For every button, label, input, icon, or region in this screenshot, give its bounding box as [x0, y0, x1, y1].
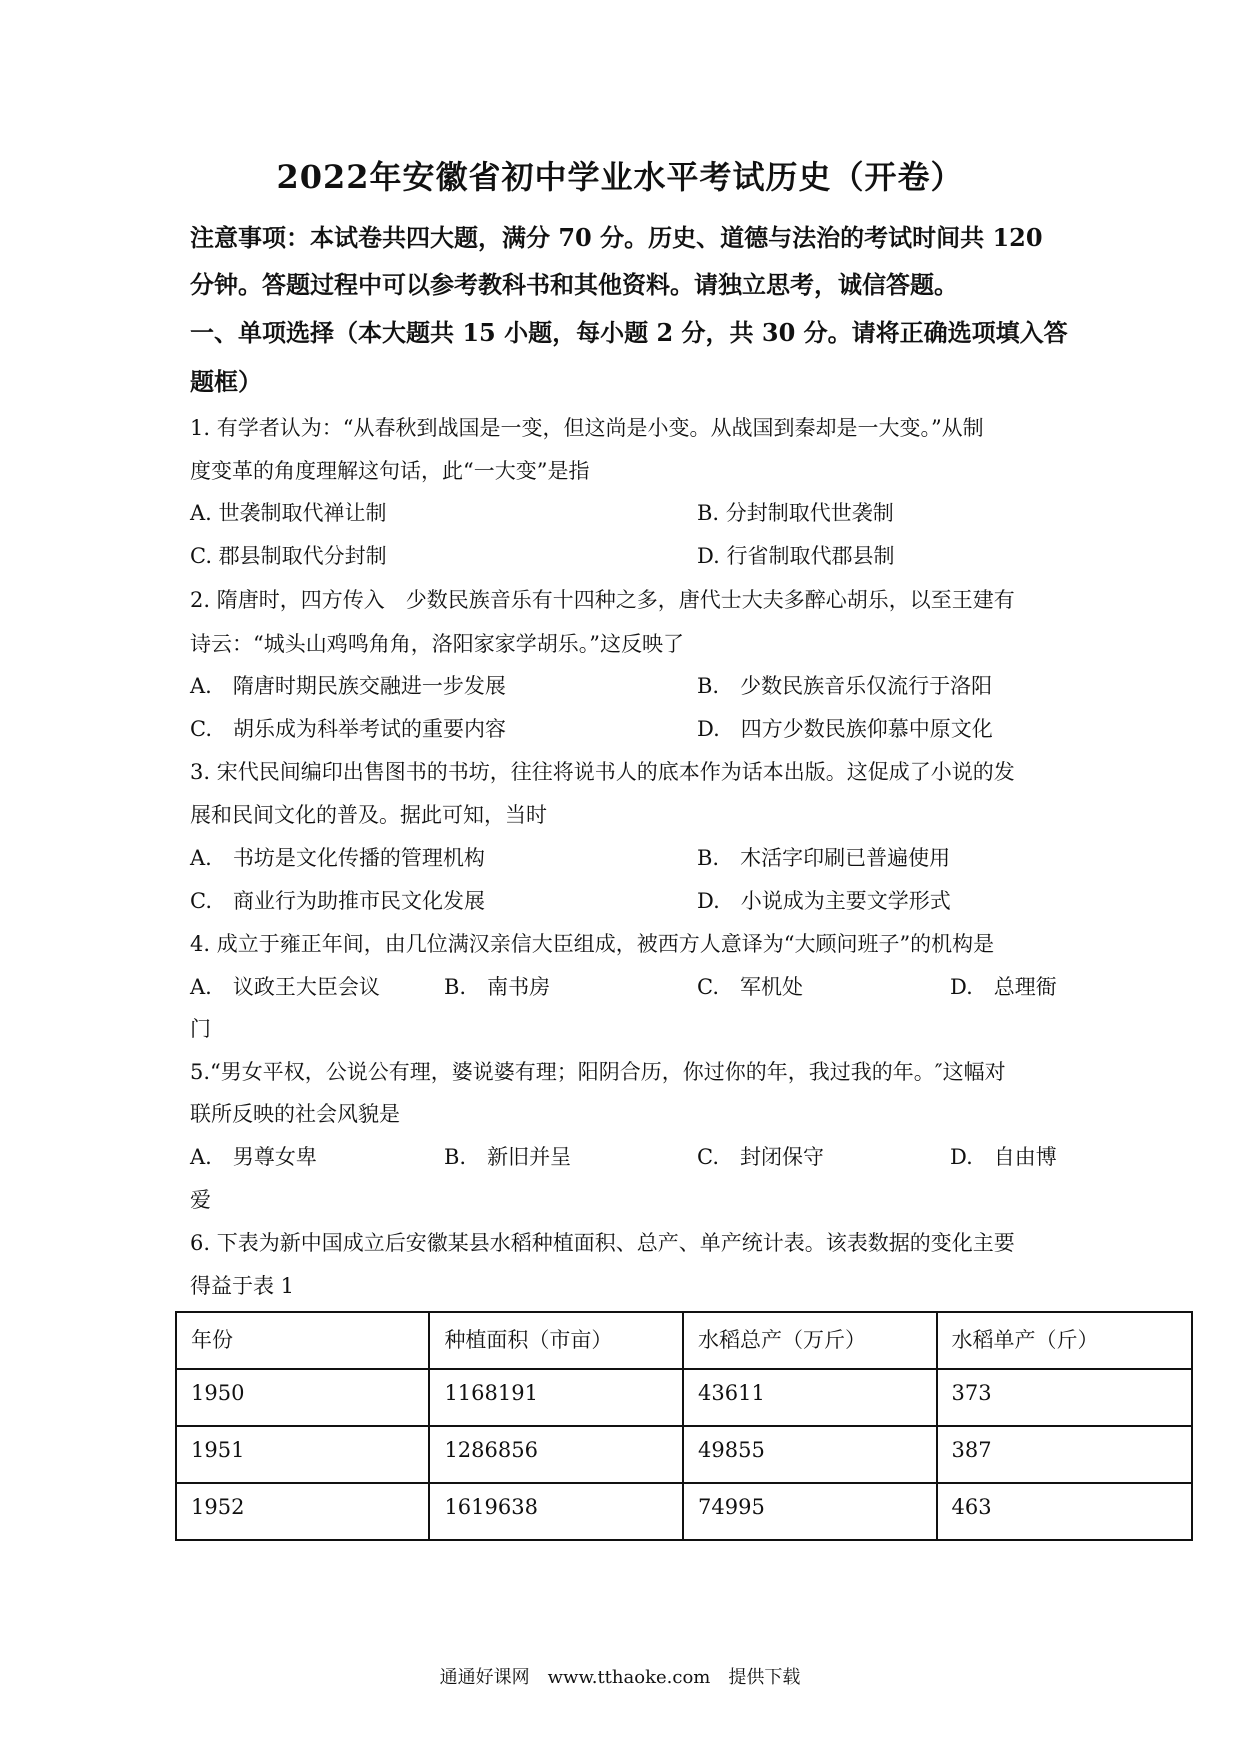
q5-option-d-wrap: 爱	[190, 1188, 211, 1212]
q3-stem-line-1: 3. 宋代民间编印出售图书的书坊，往往将说书人的底本作为话本出版。这促成了小说的发	[190, 760, 1015, 784]
q5-option-b: B. 新旧并呈	[444, 1145, 572, 1169]
q2-option-a: A. 隋唐时期民族交融进一步发展	[190, 674, 506, 698]
q6-stem-line-2: 得益于表 1	[190, 1274, 295, 1298]
q3-stem-line-2: 展和民间文化的普及。据此可知，当时	[190, 803, 547, 827]
rice-statistics-table	[175, 1311, 1193, 1541]
exam-title: 2022年安徽省初中学业水平考试历史（开卷）	[276, 158, 964, 196]
table-cell: 1951	[176, 1426, 429, 1483]
q1-option-c: C. 郡县制取代分封制	[190, 544, 387, 568]
table-cell: 1168191	[429, 1369, 683, 1426]
table-cell: 373	[937, 1369, 1193, 1426]
table-header-cell: 年份	[176, 1312, 429, 1369]
table-cell: 387	[937, 1426, 1193, 1483]
section1-heading-line-1: 一、单项选择（本大题共 15 小题，每小题 2 分，共 30 分。请将正确选项填入答	[190, 318, 1068, 347]
q3-option-c: C. 商业行为助推市民文化发展	[190, 889, 485, 913]
table-cell: 74995	[683, 1483, 936, 1540]
q2-stem-line-1: 2. 隋唐时，四方传入 少数民族音乐有十四种之多，唐代士大夫多醉心胡乐，以至王建有	[190, 588, 1015, 612]
section1-heading-line-2: 题框）	[190, 367, 262, 396]
table-cell: 43611	[683, 1369, 936, 1426]
page-footer: 通通好课网 www.tthaoke.com 提供下载	[439, 1667, 801, 1688]
table-cell: 1286856	[429, 1426, 683, 1483]
q2-option-d: D. 四方少数民族仰慕中原文化	[697, 717, 993, 741]
q4-option-d-wrap: 门	[190, 1017, 211, 1041]
q1-stem-line-2: 度变革的角度理解这句话，此“一大变”是指	[190, 459, 590, 483]
q5-option-c: C. 封闭保守	[697, 1145, 824, 1169]
q5-option-a: A. 男尊女卑	[190, 1145, 317, 1169]
notice-line-1: 注意事项：本试卷共四大题，满分 70 分。历史、道德与法治的考试时间共 120	[190, 223, 1043, 252]
table-cell: 1619638	[429, 1483, 683, 1540]
q1-option-a: A. 世袭制取代禅让制	[190, 501, 387, 525]
q5-option-d: D. 自由博	[950, 1145, 1057, 1169]
table-cell: 1952	[176, 1483, 429, 1540]
q4-option-a: A. 议政王大臣会议	[190, 975, 380, 999]
q4-option-b: B. 南书房	[444, 975, 551, 999]
q2-stem-line-2: 诗云：“城头山鸡鸣角角，洛阳家家学胡乐。”这反映了	[190, 632, 684, 656]
q6-stem-line-1: 6. 下表为新中国成立后安徽某县水稻种植面积、总产、单产统计表。该表数据的变化主要	[190, 1231, 1015, 1255]
table-cell: 1950	[176, 1369, 429, 1426]
notice-line-2: 分钟。答题过程中可以参考教科书和其他资料。请独立思考，诚信答题。	[190, 270, 958, 299]
q3-option-d: D. 小说成为主要文学形式	[697, 889, 951, 913]
table-header-cell: 水稻总产（万斤）	[683, 1312, 936, 1369]
table-row	[176, 1369, 1192, 1426]
q5-stem-line-2: 联所反映的社会风貌是	[190, 1102, 400, 1126]
q5-stem-line-1: 5.“男女平权，公说公有理，婆说婆有理；阳阴合历，你过你的年，我过我的年。″这幅对	[190, 1060, 1006, 1084]
q2-option-b: B. 少数民族音乐仅流行于洛阳	[697, 674, 993, 698]
q4-option-d: D. 总理衙	[950, 975, 1057, 999]
q4-stem-line-1: 4. 成立于雍正年间，由几位满汉亲信大臣组成，被西方人意译为“大顾问班子”的机构是	[190, 932, 995, 956]
table-cell: 49855	[683, 1426, 936, 1483]
table-cell: 463	[937, 1483, 1193, 1540]
q3-option-b: B. 木活字印刷已普遍使用	[697, 846, 951, 870]
table-header-cell: 种植面积（市亩）	[429, 1312, 683, 1369]
q4-option-c: C. 军机处	[697, 975, 803, 999]
table-row	[176, 1426, 1192, 1483]
q1-option-d: D. 行省制取代郡县制	[697, 544, 895, 568]
q1-stem-line-1: 1. 有学者认为：“从春秋到战国是一变，但这尚是小变。从战国到秦却是一大变。”从制	[190, 416, 984, 440]
table-header-row	[176, 1312, 1192, 1369]
q2-option-c: C. 胡乐成为科举考试的重要内容	[190, 717, 506, 741]
q1-option-b: B. 分封制取代世袭制	[697, 501, 894, 525]
table-row	[176, 1483, 1192, 1540]
q3-option-a: A. 书坊是文化传播的管理机构	[190, 846, 485, 870]
table-header-cell: 水稻单产（斤）	[937, 1312, 1193, 1369]
